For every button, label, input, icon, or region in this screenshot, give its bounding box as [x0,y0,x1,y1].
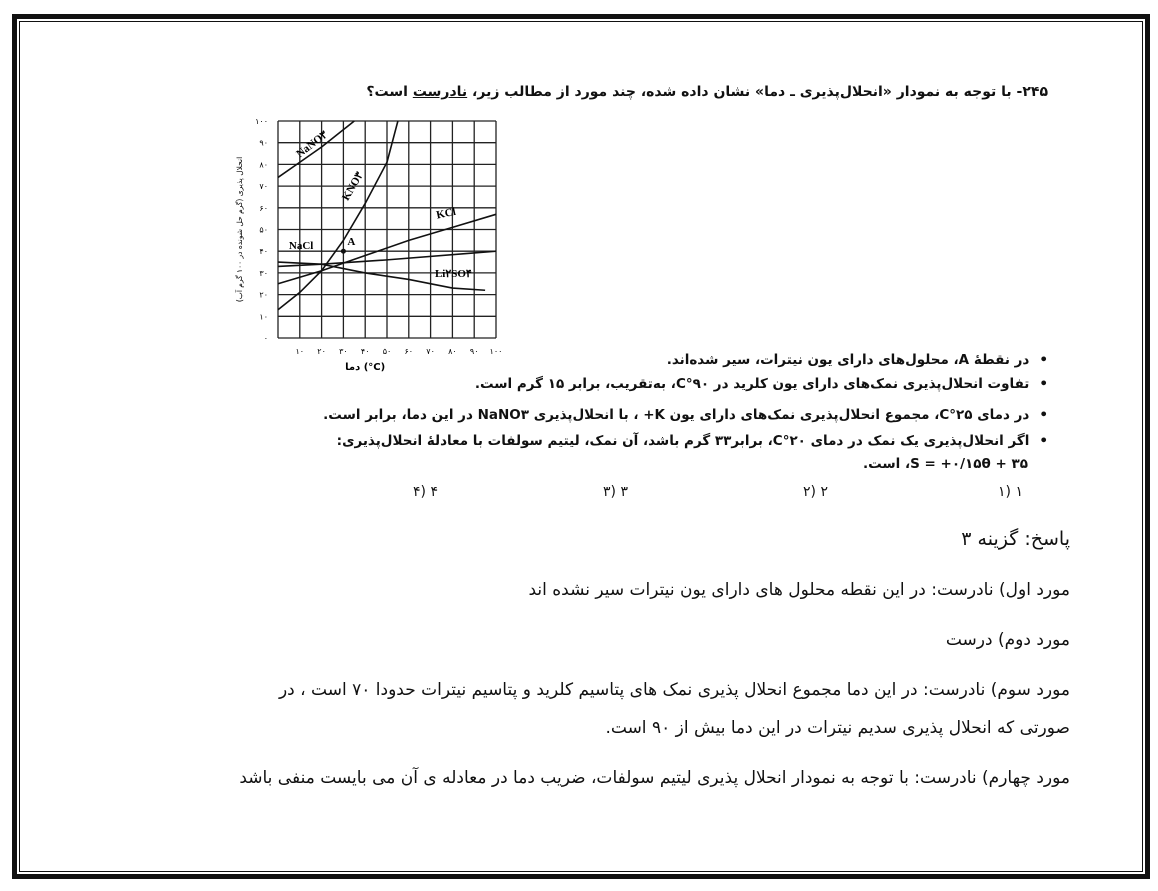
point-a [341,249,346,254]
series-label: KCl [435,205,457,222]
answer-title: پاسخ: گزینه ۳ [961,528,1070,550]
y-tick-label: ۱۰ [259,312,268,322]
statement-1: • در نقطهٔ A، محلول‌های دارای یون نیترات، سیر شده‌اند. [667,352,1048,368]
series-label: NaNO۳ [294,128,330,161]
y-tick-label: ۱۰۰ [255,117,268,126]
x-tick-label: ۵۰ [382,347,392,356]
answer-line-5: مورد چهارم) نادرست: با توجه به نمودار انحلال پذیری لیتیم سولفات، ضریب دما در معادله ی آن می بایست منفی باشد [239,768,1070,788]
x-tick-label: ۶۰ [404,347,414,356]
answer-line-2: مورد دوم) درست [945,630,1070,650]
y-tick-label: ۴۰ [259,247,268,257]
x-tick-label: ۹۰ [469,347,479,356]
y-tick-label: ۹۰ [259,138,268,148]
y-tick-label: ۲۰ [259,290,268,300]
statement-2: • تفاوت انحلال‌پذیری نمک‌های دارای یون کلرید در ۹۰°C، به‌تقریب، برابر ۱۵ گرم است. [475,376,1048,392]
solubility-chart [220,110,510,372]
statement-4: • اگر انحلال‌پذیری یک نمک در دمای ۲۰°C، برابر۳۳ گرم باشد، آن نمک، لیتیم سولفات با معادلهٔ انحلال‌پذیری: [337,433,1048,449]
y-tick-label: ۵۰ [259,225,268,235]
x-tick-label: ۱۰ [295,347,305,356]
question: ۲۴۵- با توجه به نمودار «انحلال‌پذیری ـ دما» نشان داده شده، چند مورد از مطالب زیر، نادرست است؟ [366,84,1048,100]
x-tick-label: ۸۰ [448,347,457,356]
equation: S = +۰/۱۵θ + ۳۵، است. [862,456,1028,472]
series-label: NaCl [288,240,314,253]
option-4[interactable]: ۴ (۴ [413,484,438,500]
y-axis-label: انحلال پذیری (گرم حل شونده در ۱۰۰ گرم آب) [235,156,244,303]
x-tick-label: ۱۰۰ [489,347,503,356]
x-tick-label: ۲۰ [317,347,326,356]
x-tick-label: ۳۰ [339,347,348,356]
answer-line-1: مورد اول) نادرست: در این نقطه محلول های دارای یون نیترات سیر نشده اند [528,580,1070,600]
y-tick-label: ۸۰ [259,160,268,170]
answer-line-4: صورتی که انحلال پذیری سدیم نیترات در این دما بیش از ۹۰ است. [605,718,1070,738]
x-tick-label: ۴۰ [360,347,370,356]
series-label: Li۲SO۴ [434,268,472,281]
y-tick-label: ۳۰ [259,268,268,278]
y-tick-label: ۷۰ [259,182,268,192]
y-tick-label: ۶۰ [259,203,268,213]
statement-3: • در دمای ۲۵°C، مجموع انحلال‌پذیری نمک‌های دارای یون K+ ، با انحلال‌پذیری NaNO۳ در این دما، برابر است. [323,407,1048,423]
x-axis-label: دما (°C) [345,362,386,372]
option-2[interactable]: ۲ (۲ [803,484,828,500]
option-3[interactable]: ۳ (۳ [603,484,628,500]
answer-line-3: مورد سوم) نادرست: در این دما مجموع انحلال پذیری نمک های پتاسیم کلرید و پتاسیم نیترات حدودا ۷۰ است ، در [278,680,1070,700]
option-1[interactable]: ۱ (۱ [998,484,1023,500]
point-a-label: A [347,236,356,249]
series-label: KNO۳ [339,169,366,203]
y-tick-label: ۰ [263,334,268,343]
x-tick-label: ۷۰ [426,347,435,356]
